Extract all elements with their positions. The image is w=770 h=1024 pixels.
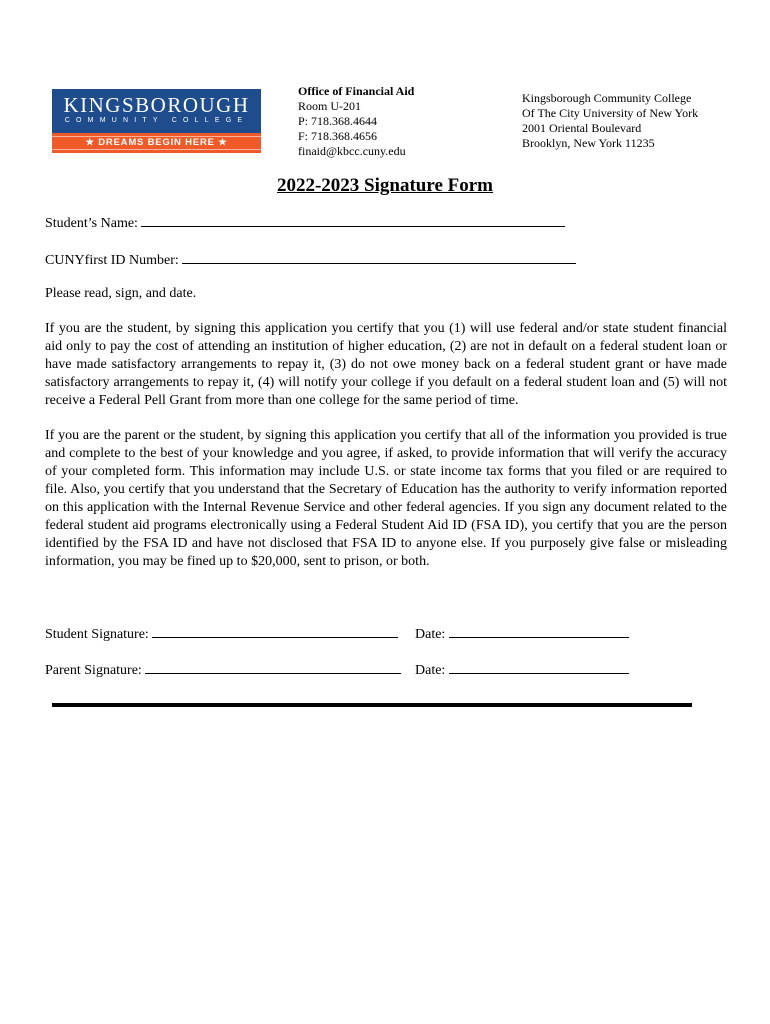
logo-tagline: ★ DREAMS BEGIN HERE ★ — [85, 137, 228, 148]
parent-signature-row — [45, 659, 446, 680]
student-certification-paragraph: If you are the student, by signing this application you certify that you (1) will use federal and/or state student financial aid only to pay the cost of attending an institution of higher education, (2) are not in default on a federal student loan or have made satisfactory arrangements to repay it, (3) do not owe money back on a federal student grant or have made satisfactory arrangements to repay it, (4) will notify your college if you default on a federal student loan and (5) will not receive a Federal Pell Grant from more than one college for the same period of time. — [45, 321, 727, 408]
college-address-block — [522, 91, 698, 151]
student-signature-row — [45, 623, 446, 644]
horizontal-divider — [52, 703, 692, 707]
office-heading: Office of Financial Aid — [298, 84, 415, 98]
student-signature-field[interactable] — [152, 623, 398, 638]
logo-tagline-band — [52, 133, 261, 153]
kingsborough-logo — [52, 89, 261, 153]
office-phone: P: 718.368.4644 — [298, 114, 378, 128]
student-name-label: Student’s Name: — [45, 216, 138, 231]
office-fax: F: 718.368.4656 — [298, 129, 378, 143]
office-contact-block — [298, 84, 414, 159]
parent-date-field[interactable] — [449, 659, 629, 674]
cunyfirst-id-label: CUNYfirst ID Number: — [45, 253, 179, 268]
logo-name: KINGSBOROUGH — [63, 93, 250, 117]
college-address-line: Kingsborough Community College — [522, 91, 692, 105]
office-email: finaid@kbcc.cuny.edu — [298, 144, 406, 158]
parent-date-group — [415, 659, 629, 680]
form-title: 2022-2023 Signature Form — [276, 175, 494, 196]
logo-subtitle: COMMUNITY COLLEGE — [64, 117, 249, 124]
office-room: Room U-201 — [298, 99, 361, 113]
student-name-row — [45, 212, 565, 233]
parent-signature-label: Parent Signature: — [45, 663, 142, 678]
cunyfirst-id-field[interactable] — [182, 249, 576, 264]
college-address-line: Of The City University of New York — [522, 106, 699, 120]
student-date-label: Date: — [415, 627, 446, 642]
parent-signature-field[interactable] — [145, 659, 401, 674]
college-address-line: Brooklyn, New York 11235 — [522, 136, 655, 150]
student-date-group — [415, 623, 629, 644]
instruction-text: Please read, sign, and date. — [45, 286, 197, 301]
parent-date-label: Date: — [415, 663, 446, 678]
student-name-field[interactable] — [141, 212, 565, 227]
college-address-line: 2001 Oriental Boulevard — [522, 121, 642, 135]
parent-certification-paragraph: If you are the parent or the student, by signing this application you certify that all of the information you provided is true and complete to the best of your knowledge and you agree, if asked, to provide information that will verify the accuracy of your completed form. This information may include U.S. or state income tax forms that you filed or are required to file. Also, you certify that you understand that the Secretary of Education has the authority to verify information reported on this application with the Internal Revenue Service and other federal agencies. If you sign any document related to the federal student aid programs electronically using a Federal Student Aid ID (FSA ID), you certify that you are the person identified by the FSA ID and have not disclosed that FSA ID to anyone else. If you purposely give false or misleading information, you may be fined up to $20,000, sent to prison, or both. — [45, 428, 727, 569]
cunyfirst-id-row — [45, 249, 576, 270]
logo-top-band — [52, 89, 261, 133]
student-date-field[interactable] — [449, 623, 629, 638]
student-signature-label: Student Signature: — [45, 627, 149, 642]
